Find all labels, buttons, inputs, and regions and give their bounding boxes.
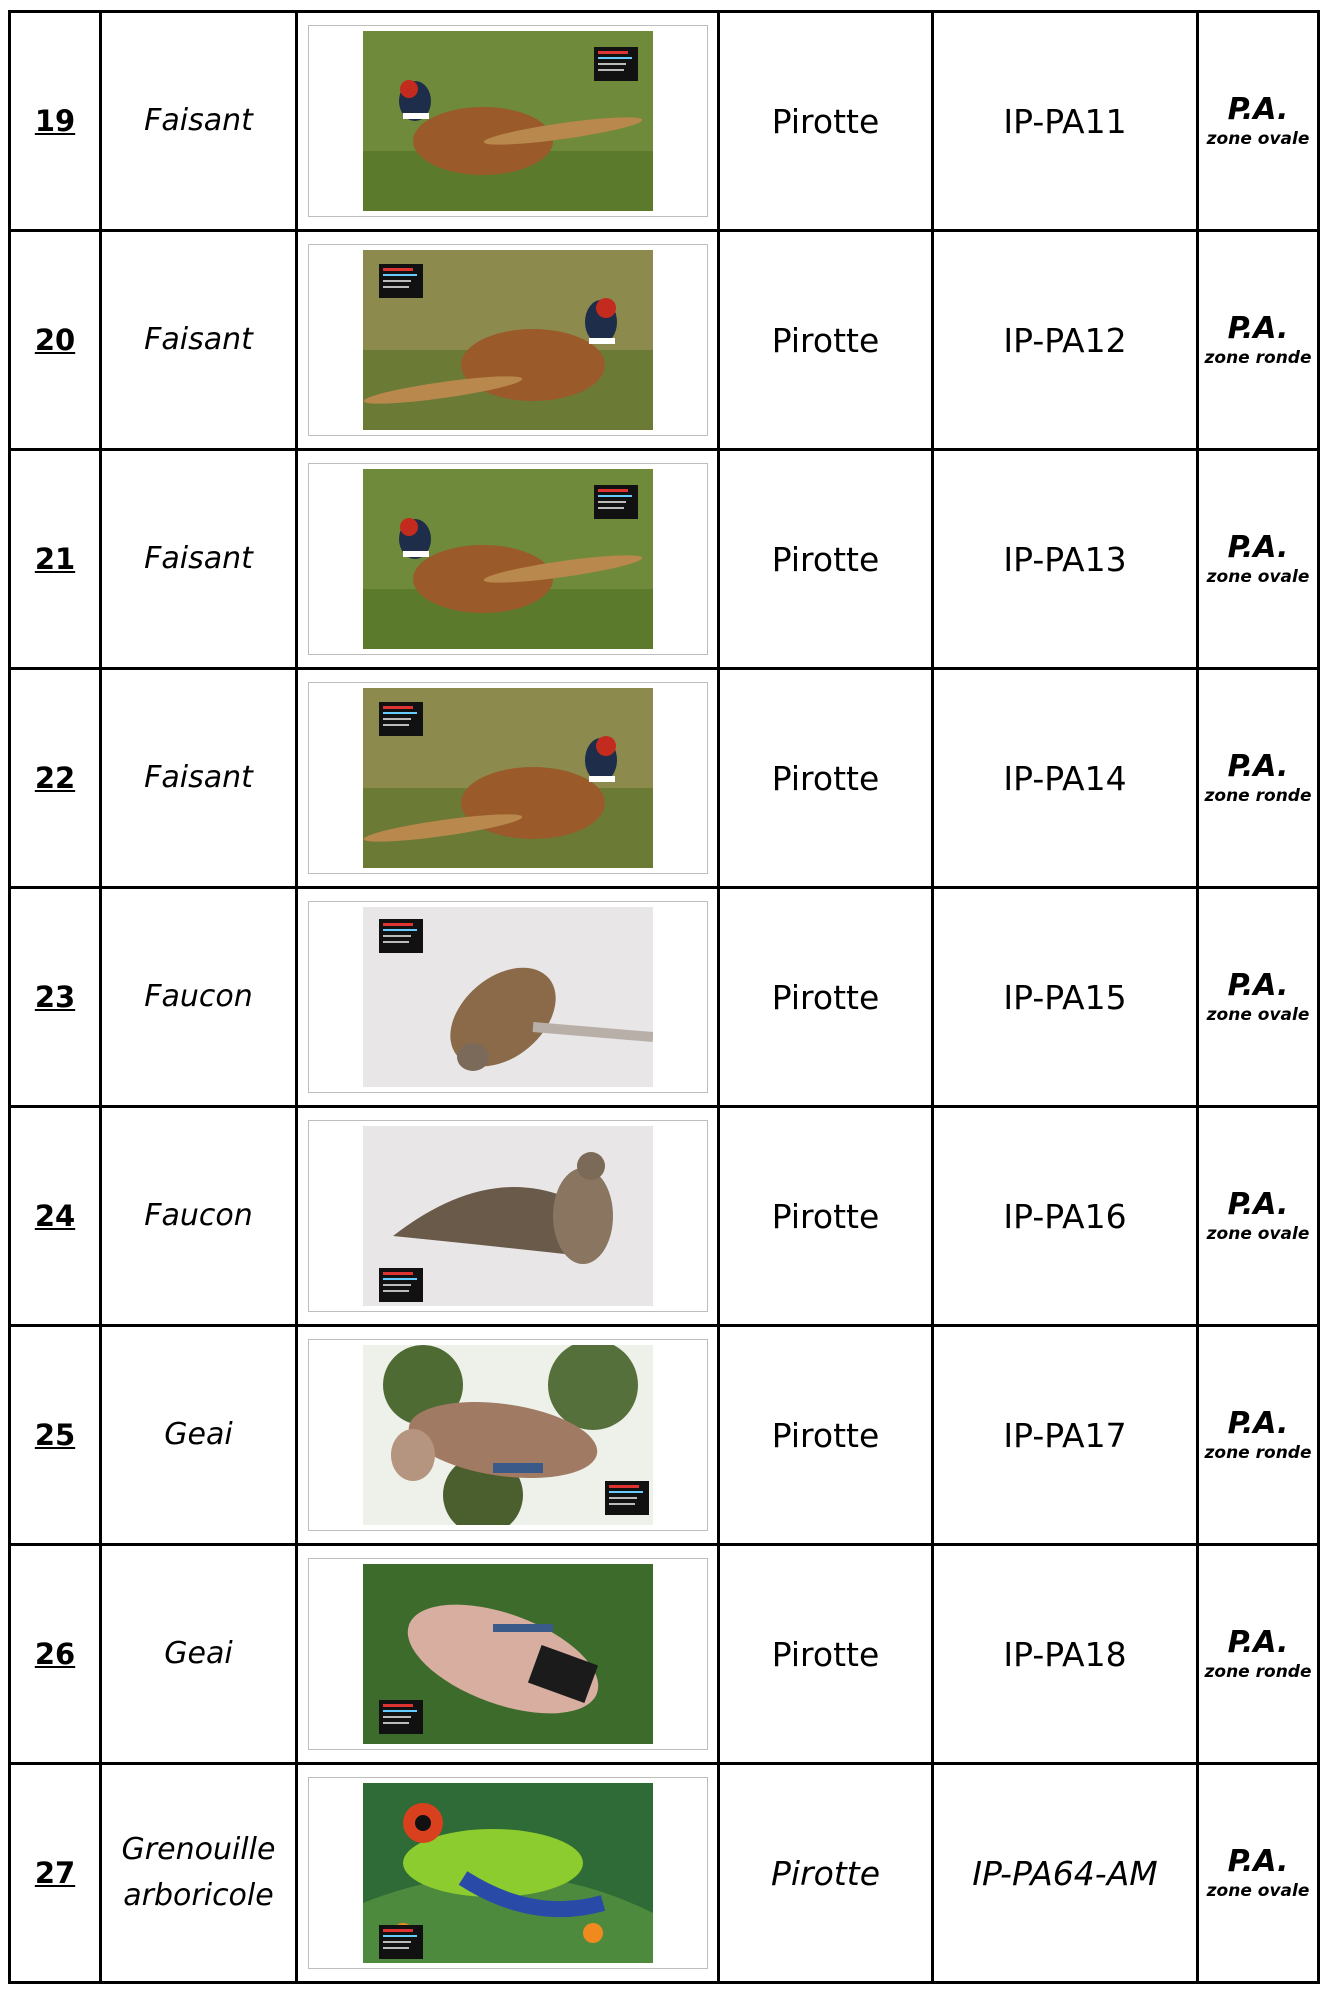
zone-label: zone ovale bbox=[1206, 129, 1310, 149]
reference-code: IP-PA17 bbox=[1003, 1415, 1127, 1455]
target-photo-frame bbox=[308, 682, 708, 874]
table-row bbox=[10, 1764, 1319, 1983]
row-number-cell bbox=[10, 12, 101, 231]
row-number-cell bbox=[10, 888, 101, 1107]
target-type: Pirotte bbox=[771, 101, 880, 141]
target-type: Pirotte bbox=[771, 758, 880, 798]
target-type-cell bbox=[719, 231, 933, 450]
pa-label: P.A. bbox=[1227, 1187, 1289, 1222]
target-type-cell bbox=[719, 12, 933, 231]
target-image-cell bbox=[297, 1107, 719, 1326]
reference-cell bbox=[933, 669, 1198, 888]
target-photo-frame bbox=[308, 1777, 708, 1969]
reference-code: IP-PA13 bbox=[1003, 539, 1127, 579]
pheasant-standing-right-photo bbox=[363, 31, 653, 211]
row-number-cell bbox=[10, 1764, 101, 1983]
pheasant-in-grass-photo bbox=[363, 688, 653, 868]
target-image-cell bbox=[297, 1326, 719, 1545]
jay-in-grass-photo bbox=[363, 1564, 653, 1744]
row-number: 27 bbox=[34, 1856, 76, 1890]
row-number: 23 bbox=[34, 980, 76, 1014]
zone-cell bbox=[1198, 12, 1319, 231]
zone-cell bbox=[1198, 231, 1319, 450]
table-row bbox=[10, 12, 1319, 231]
target-type-cell bbox=[719, 669, 933, 888]
species-name-cell bbox=[101, 1545, 297, 1764]
target-type: Pirotte bbox=[770, 1853, 880, 1893]
target-type-cell bbox=[719, 1107, 933, 1326]
species-name: Faisant bbox=[144, 760, 253, 795]
species-name-cell bbox=[101, 231, 297, 450]
zone-cell bbox=[1198, 1545, 1319, 1764]
row-number: 24 bbox=[34, 1199, 76, 1233]
zone-cell bbox=[1198, 1764, 1319, 1983]
species-name: Geai bbox=[164, 1417, 233, 1452]
pa-label: P.A. bbox=[1227, 749, 1289, 784]
target-image-cell bbox=[297, 1545, 719, 1764]
target-type: Pirotte bbox=[771, 1196, 880, 1236]
reference-code: IP-PA18 bbox=[1003, 1634, 1127, 1674]
target-photo-frame bbox=[308, 463, 708, 655]
pa-label: P.A. bbox=[1227, 1406, 1289, 1441]
table-row bbox=[10, 1107, 1319, 1326]
target-type-cell bbox=[719, 1764, 933, 1983]
pa-label: P.A. bbox=[1227, 92, 1289, 127]
jay-on-branch-photo bbox=[363, 1345, 653, 1525]
target-photo-frame bbox=[308, 1339, 708, 1531]
reference-cell bbox=[933, 1545, 1198, 1764]
pheasant-standing-left-photo bbox=[363, 250, 653, 430]
pa-label: P.A. bbox=[1227, 1625, 1289, 1660]
pa-label: P.A. bbox=[1227, 1844, 1289, 1879]
zone-label: zone ronde bbox=[1204, 1443, 1312, 1463]
zone-cell bbox=[1198, 669, 1319, 888]
target-image-cell bbox=[297, 231, 719, 450]
reference-cell bbox=[933, 450, 1198, 669]
pa-label: P.A. bbox=[1227, 530, 1289, 565]
zone-label: zone ronde bbox=[1204, 1662, 1312, 1682]
target-type: Pirotte bbox=[771, 1415, 880, 1455]
reference-code: IP-PA11 bbox=[1003, 101, 1127, 141]
target-type: Pirotte bbox=[771, 977, 880, 1017]
species-name-cell bbox=[101, 1107, 297, 1326]
zone-label: zone ovale bbox=[1206, 1881, 1310, 1901]
target-type: Pirotte bbox=[771, 320, 880, 360]
species-name-cell bbox=[101, 1764, 297, 1983]
table-body bbox=[10, 12, 1319, 1983]
species-name: Faisant bbox=[144, 103, 253, 138]
target-image-cell bbox=[297, 12, 719, 231]
reference-cell bbox=[933, 231, 1198, 450]
zone-label: zone ovale bbox=[1206, 1005, 1310, 1025]
table-row bbox=[10, 888, 1319, 1107]
zone-cell bbox=[1198, 450, 1319, 669]
target-type-cell bbox=[719, 1545, 933, 1764]
row-number: 25 bbox=[34, 1418, 76, 1452]
species-name: Faisant bbox=[144, 322, 253, 357]
reference-cell bbox=[933, 1107, 1198, 1326]
target-type-cell bbox=[719, 888, 933, 1107]
zone-cell bbox=[1198, 1326, 1319, 1545]
target-type-cell bbox=[719, 450, 933, 669]
target-image-cell bbox=[297, 1764, 719, 1983]
species-name: Geai bbox=[164, 1636, 233, 1671]
species-name-cell bbox=[101, 450, 297, 669]
species-name-cell bbox=[101, 888, 297, 1107]
row-number: 20 bbox=[34, 323, 76, 357]
species-name: Faucon bbox=[144, 1198, 253, 1233]
pheasant-crouching-photo bbox=[363, 469, 653, 649]
reference-code: IP-PA12 bbox=[1003, 320, 1127, 360]
reference-code: IP-PA64-AM bbox=[972, 1853, 1158, 1893]
target-type-cell bbox=[719, 1326, 933, 1545]
row-number-cell bbox=[10, 450, 101, 669]
target-photo-frame bbox=[308, 1120, 708, 1312]
zone-cell bbox=[1198, 888, 1319, 1107]
reference-cell bbox=[933, 1764, 1198, 1983]
reference-cell bbox=[933, 1326, 1198, 1545]
target-image-cell bbox=[297, 669, 719, 888]
table-row bbox=[10, 669, 1319, 888]
reference-code: IP-PA16 bbox=[1003, 1196, 1127, 1236]
tree-frog-photo bbox=[363, 1783, 653, 1963]
target-catalog-table bbox=[8, 10, 1320, 1984]
row-number: 19 bbox=[34, 104, 76, 138]
row-number: 22 bbox=[34, 761, 76, 795]
target-type: Pirotte bbox=[771, 1634, 880, 1674]
row-number-cell bbox=[10, 669, 101, 888]
species-name: Faucon bbox=[144, 979, 253, 1014]
reference-cell bbox=[933, 888, 1198, 1107]
reference-code: IP-PA15 bbox=[1003, 977, 1127, 1017]
target-photo-frame bbox=[308, 25, 708, 217]
pa-label: P.A. bbox=[1227, 311, 1289, 346]
row-number: 26 bbox=[34, 1637, 76, 1671]
species-name-cell bbox=[101, 12, 297, 231]
target-photo-frame bbox=[308, 1558, 708, 1750]
table-row bbox=[10, 1326, 1319, 1545]
row-number-cell bbox=[10, 1545, 101, 1764]
zone-cell bbox=[1198, 1107, 1319, 1326]
target-image-cell bbox=[297, 888, 719, 1107]
species-name-cell bbox=[101, 1326, 297, 1545]
reference-code: IP-PA14 bbox=[1003, 758, 1127, 798]
table-row bbox=[10, 1545, 1319, 1764]
target-type: Pirotte bbox=[771, 539, 880, 579]
zone-label: zone ronde bbox=[1204, 348, 1312, 368]
table-row bbox=[10, 450, 1319, 669]
row-number-cell bbox=[10, 1107, 101, 1326]
target-photo-frame bbox=[308, 244, 708, 436]
zone-label: zone ovale bbox=[1206, 567, 1310, 587]
species-name: Faisant bbox=[144, 541, 253, 576]
species-name-cell bbox=[101, 669, 297, 888]
falcon-wings-spread-photo bbox=[363, 1126, 653, 1306]
species-name: Grenouille arboricole bbox=[121, 1832, 276, 1913]
row-number-cell bbox=[10, 1326, 101, 1545]
pa-label: P.A. bbox=[1227, 968, 1289, 1003]
reference-cell bbox=[933, 12, 1198, 231]
zone-label: zone ronde bbox=[1204, 786, 1312, 806]
table-row bbox=[10, 231, 1319, 450]
zone-label: zone ovale bbox=[1206, 1224, 1310, 1244]
row-number: 21 bbox=[34, 542, 76, 576]
falcon-perched-photo bbox=[363, 907, 653, 1087]
target-image-cell bbox=[297, 450, 719, 669]
target-photo-frame bbox=[308, 901, 708, 1093]
row-number-cell bbox=[10, 231, 101, 450]
